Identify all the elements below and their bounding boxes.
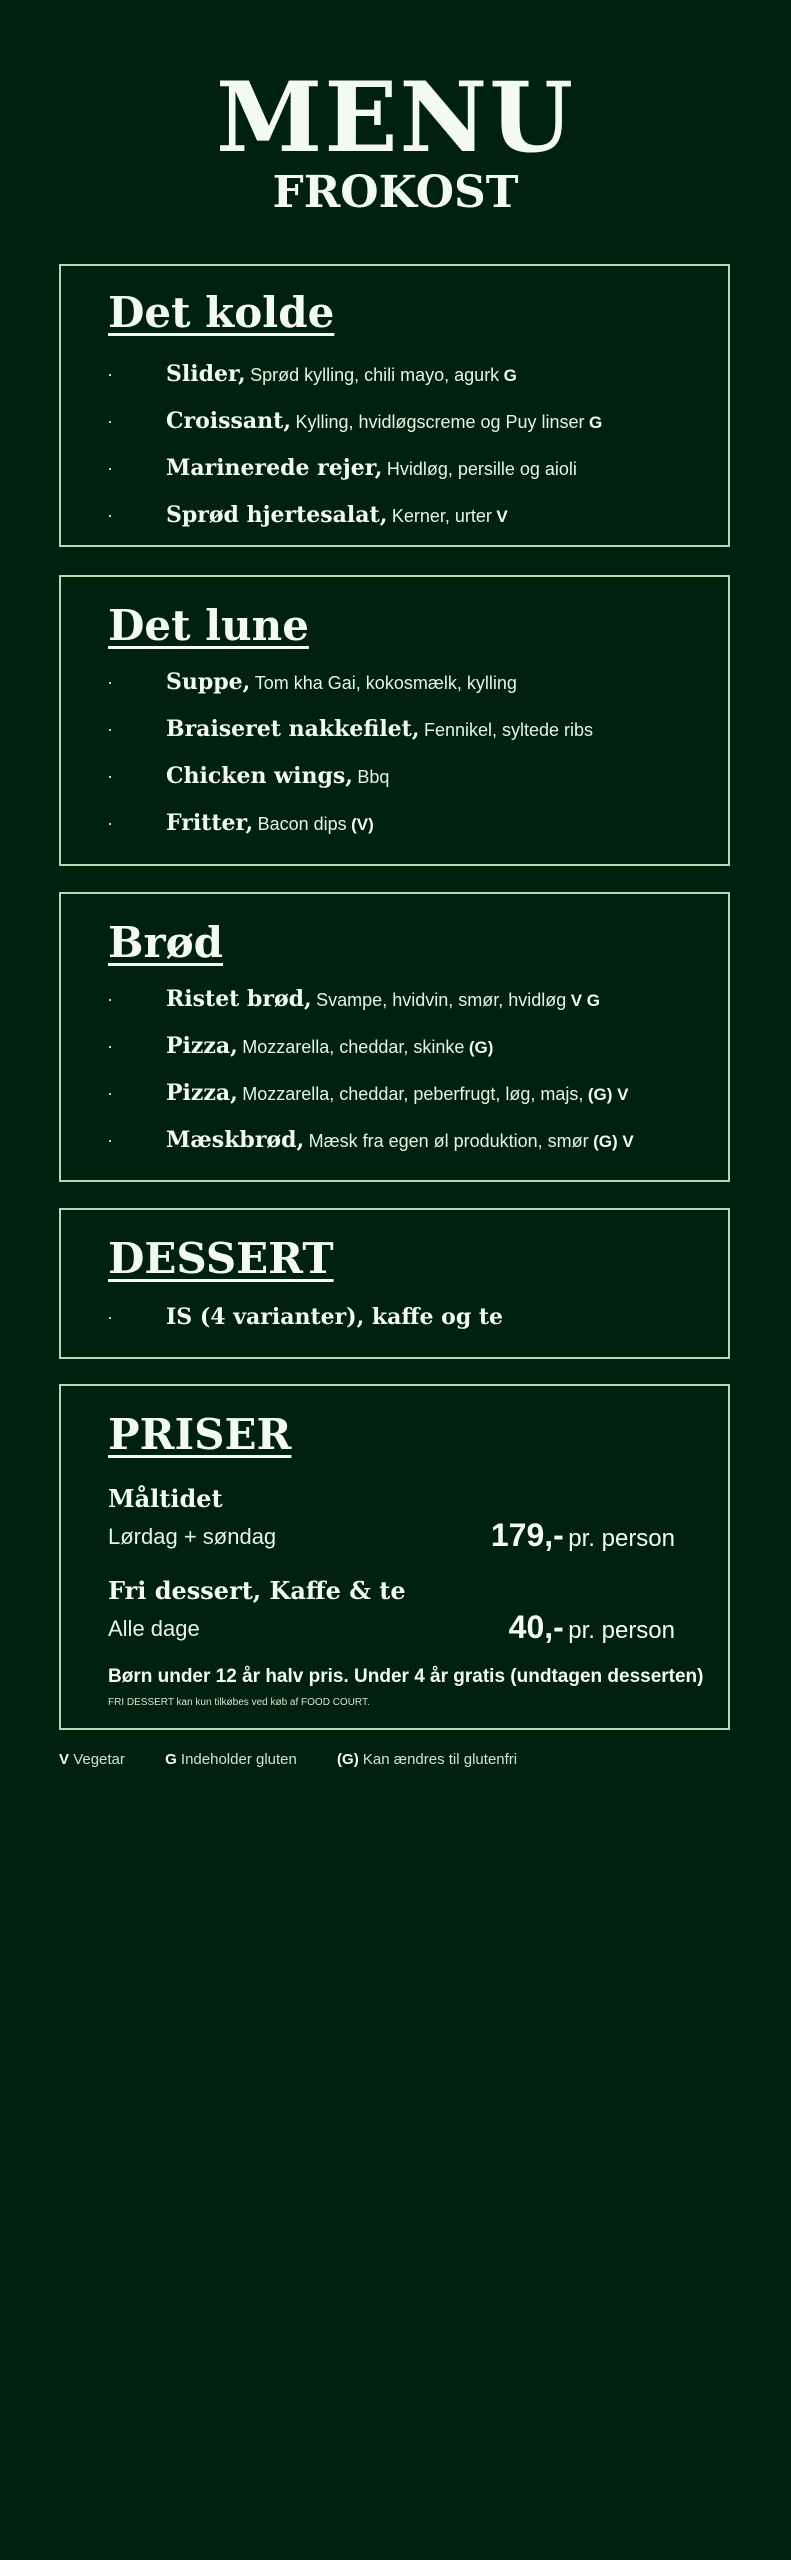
- item-name: Marinerede rejer,: [166, 455, 383, 481]
- bullet-icon: ·: [107, 672, 113, 692]
- dessert-fineprint: FRI DESSERT kan kun tilkøbes ved køb af FOOD COURT.: [108, 1697, 370, 1708]
- meal-price-value: 179,-: [490, 1517, 564, 1553]
- legend-key: V: [59, 1751, 70, 1768]
- bullet-icon: ·: [107, 364, 113, 384]
- item-name: Ristet brød,: [166, 986, 312, 1012]
- item-desc: Fennikel, syltede ribs: [423, 720, 594, 740]
- bullet-icon: ·: [107, 505, 113, 525]
- section-title: DESSERT: [108, 1234, 334, 1283]
- meal-price: [491, 1517, 675, 1554]
- section-brod: [59, 892, 730, 1182]
- item-desc: Svampe, hvidvin, smør, hvidløg: [316, 990, 567, 1010]
- legend-text: Kan ændres til glutenfri: [362, 1751, 518, 1768]
- dessert-days: Alle dage: [108, 1616, 200, 1641]
- dessert-price-unit: pr. person: [568, 1617, 675, 1644]
- item-name: IS (4 varianter), kaffe og te: [166, 1304, 504, 1330]
- legend-item: [59, 1751, 125, 1768]
- dessert-price: [509, 1609, 675, 1646]
- bullet-icon: ·: [107, 1083, 113, 1103]
- bullet-icon: ·: [107, 411, 113, 431]
- menu-item: [61, 807, 728, 847]
- item-tag: (G): [468, 1038, 494, 1057]
- legend-key: (G): [337, 1751, 359, 1768]
- menu-item: [61, 1077, 728, 1117]
- menu-item: [61, 358, 728, 398]
- section-lune: [59, 575, 730, 866]
- section-title: Brød: [108, 918, 224, 967]
- bullet-icon: ·: [107, 813, 113, 833]
- legend: [59, 1751, 553, 1768]
- menu-item: [61, 760, 728, 800]
- menu-item: [61, 452, 728, 492]
- item-tag: G: [503, 366, 517, 385]
- section-prices: [59, 1384, 730, 1730]
- item-desc: Kylling, hvidløgscreme og Puy linser: [295, 412, 585, 432]
- item-desc: Mozzarella, cheddar, peberfrugt, løg, majs,: [242, 1084, 584, 1104]
- item-tag: (G) V: [593, 1132, 634, 1151]
- item-name: Mæskbrød,: [166, 1127, 305, 1153]
- item-tag: (G) V: [587, 1085, 629, 1104]
- item-desc: Mozzarella, cheddar, skinke: [242, 1037, 465, 1057]
- menu-item: [61, 666, 728, 706]
- bullet-icon: ·: [107, 719, 113, 739]
- item-desc: Tom kha Gai, kokosmælk, kylling: [254, 673, 517, 693]
- menu-header: [0, 0, 791, 218]
- item-name: Chicken wings,: [166, 763, 353, 789]
- menu-item: [61, 713, 728, 753]
- bullet-icon: ·: [107, 1307, 113, 1327]
- section-dessert: [59, 1208, 730, 1359]
- menu-item: [61, 983, 728, 1023]
- dessert-price-value: 40,-: [508, 1609, 564, 1645]
- item-name: Fritter,: [166, 810, 254, 836]
- dessert-label: Fri dessert, Kaffe & te: [108, 1576, 406, 1605]
- legend-text: Vegetar: [73, 1751, 125, 1768]
- item-name: Suppe,: [166, 669, 251, 695]
- item-name: Croissant,: [166, 408, 291, 434]
- prices-title: PRISER: [108, 1410, 292, 1459]
- item-name: Pizza,: [166, 1033, 238, 1059]
- item-tag: G: [589, 413, 603, 432]
- item-desc: Hvidløg, persille og aioli: [386, 459, 577, 479]
- item-desc: Kerner, urter: [391, 506, 492, 526]
- legend-item: [337, 1751, 517, 1768]
- menu-title: MENU: [216, 61, 575, 174]
- bullet-icon: ·: [107, 1036, 113, 1056]
- item-tag: V: [496, 507, 508, 526]
- item-desc: Bbq: [357, 767, 390, 787]
- children-note: Børn under 12 år halv pris. Under 4 år gratis (undtagen desserten): [108, 1666, 704, 1687]
- bullet-icon: ·: [107, 989, 113, 1009]
- item-tag: V G: [570, 991, 600, 1010]
- item-name: Sprød hjertesalat,: [166, 502, 388, 528]
- legend-text: Indeholder gluten: [180, 1751, 297, 1768]
- menu-item: [61, 1301, 728, 1341]
- menu-item: [61, 405, 728, 445]
- section-title: Det lune: [108, 601, 309, 650]
- section-kolde: [59, 264, 730, 547]
- menu-item: [61, 499, 728, 539]
- menu-item: [61, 1124, 728, 1164]
- item-desc: Bacon dips: [257, 814, 347, 834]
- item-tag: (V): [351, 815, 374, 834]
- legend-key: G: [165, 1751, 177, 1768]
- item-name: Pizza,: [166, 1080, 238, 1106]
- item-desc: Sprød kylling, chili mayo, agurk: [250, 365, 500, 385]
- section-title: Det kolde: [108, 288, 335, 337]
- meal-price-unit: pr. person: [568, 1525, 675, 1552]
- menu-item: [61, 1030, 728, 1070]
- bullet-icon: ·: [107, 458, 113, 478]
- meal-label: Måltidet: [108, 1484, 223, 1513]
- legend-item: [165, 1751, 297, 1768]
- bullet-icon: ·: [107, 766, 113, 786]
- item-name: Slider,: [166, 361, 246, 387]
- item-desc: Mæsk fra egen øl produktion, smør: [308, 1131, 589, 1151]
- menu-subtitle: FROKOST: [272, 167, 519, 218]
- meal-days: Lørdag + søndag: [108, 1524, 277, 1549]
- item-name: Braiseret nakkefilet,: [166, 716, 420, 742]
- bullet-icon: ·: [107, 1130, 113, 1150]
